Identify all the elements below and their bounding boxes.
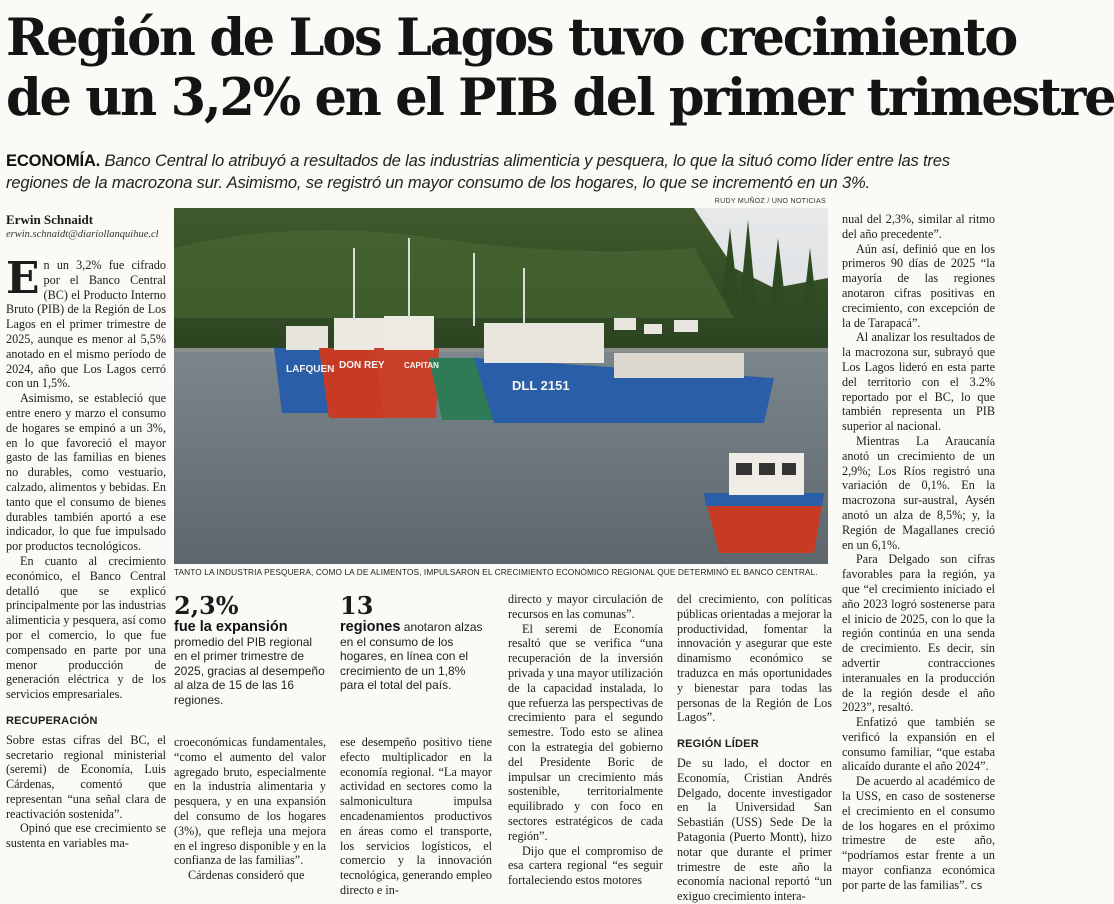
boat-name-2: DON REY [339, 360, 385, 371]
col4-paragraph-2: El seremi de Economía resaltó que se verifica “una recuperación de la inversión privada y una mayor utilización de la capacidad instalada, lo que refuerza las perspectivas de crecimiento para el segundo semestre. Todo esto se alinea con la estrategia del gobierno del Presidente Boric de impulsar un crecimiento más sostenible, territorialmente equilibrado y con foco en sectores estratégicos de cada región”. [508, 621, 663, 843]
col1-paragraph-3: En cuanto al crecimiento económico, el Banco Central detalló que se explicó principalmente por las industrias alimenticia y pesquera, así como por el comercio, lo que fue compensado en parte por una menor producción de generación eléctrica y de los servicios empresariales. [6, 553, 166, 702]
col1-paragraph-2: Asimismo, se estableció que entre enero y marzo el consumo de hogares se empinó a un 3%, en lo que favoreció el mayor gasto de las familias en bienes no durables, como vestuario, calzado, alimentos y bebidas. En tanto que el consumo de bienes durables también aportó a ese indicador, lo que fue impulsado por productos tecnológicos. [6, 391, 166, 554]
column-5 [677, 592, 832, 904]
col6-paragraph-2: Aún así, definió que en los primeros 90 días de 2025 “la mayoría de las regiones anotaron cifras positivas en crecimiento, con excepción de la de Tarapacá”. [842, 241, 995, 330]
photo-caption: TANTO LA INDUSTRIA PESQUERA, COMO LA DE ALIMENTOS, IMPULSARON EL CRECIMIENTO ECONÓMICO REGIONAL QUE DETERMINÓ EL BANCO CENTRAL. [174, 567, 818, 577]
column-6 [842, 212, 995, 894]
col6-paragraph-4: Mientras La Araucanía anotó un crecimiento de un 2,9%; Los Ríos registró una variación de 0,1%. En la macrozona sur-austral, Aysén anotó un alza de 8,5%; y, la Región de Magallanes creció en un 6,1%. [842, 433, 995, 552]
column-4 [508, 592, 663, 888]
column-1 [6, 253, 166, 851]
stat-1-lead: fue la expansión [174, 619, 288, 635]
stat-box-2 [340, 592, 490, 693]
col2-paragraph-1: croeconómicas fundamentales, “como el aumento del valor agregado bruto, especialmente en la industria alimentaria y pesquera, y en una expansión del consumo de los hogares (3%), que refleja una mejora en el ingreso disponible y en la confianza de las familias”. [174, 735, 326, 868]
col6-paragraph-1: nual del 2,3%, similar al ritmo del año precedente”. [842, 212, 995, 241]
subhead-recuperacion: RECUPERACIÓN [6, 714, 98, 727]
stat-box-1 [174, 592, 326, 708]
end-mark-icon: cs [970, 878, 983, 892]
col1-paragraph-4: Sobre estas cifras del BC, el secretario regional ministerial (seremi) de Economía, Luis Cárdenas, comentó que representan “una señal clara de reactivación sostenida”. [6, 732, 166, 821]
headline-line-1: Región de Los Lagos tuvo crecimiento [6, 8, 1017, 68]
column-2 [174, 735, 326, 883]
boat-name-4: DLL 2151 [512, 378, 570, 393]
col4-paragraph-1: directo y mayor circulación de recursos en las comunas”. [508, 592, 663, 621]
byline-email: erwin.schnaidt@diariollanquihue.cl [6, 229, 159, 240]
col5-paragraph-2: De su lado, el doctor en Economía, Cristian Andrés Delgado, docente investigador en la Universidad San Sebastián (USS) Sede De la Patagonia (Puerto Montt), hizo notar que durante el primer trimestre de este año la economía nacional reportó “un exiguo crecimiento intera- [677, 755, 832, 904]
col4-paragraph-3: Dijo que el compromiso de esa cartera regional “es seguir fortaleciendo estos motores [508, 843, 663, 888]
column-3 [340, 735, 492, 898]
col1-paragraph-5: Opinó que ese crecimiento se sustenta en variables ma- [6, 821, 166, 851]
col6-paragraph-5: Para Delgado son cifras favorables para la región, ya que “el crecimiento iniciado el año 2023 logró sostenerse para el inicio de 2025, con lo que la región continúa en una senda de crecimiento. Es decir, sin advertir contracciones interanuales en la producción de la región desde el año 2023”, resaltó. [842, 552, 995, 715]
photo-credit: RUDY MUÑOZ / UNO NOTICIAS [714, 198, 826, 205]
stat-2-number: 13 [340, 591, 374, 620]
article-photo [174, 208, 828, 564]
headline [6, 8, 1114, 128]
stat-2-lead: regiones [340, 619, 401, 635]
deck [6, 150, 994, 194]
headline-line-2: de un 3,2% en el PIB del primer trimestre [6, 68, 1114, 128]
deck-kicker: ECONOMÍA. [6, 151, 101, 170]
stat-1-number: 2,3% [174, 591, 239, 620]
deck-text: Banco Central lo atribuyó a resultados de las industrias alimenticia y pesquera, lo que la situó como líder entre las tres regiones de la macrozona sur. Asimismo, se registró un mayor consumo de los hogares, lo que se incrementó en un 3%. [6, 151, 950, 192]
dropcap: E [6, 253, 40, 304]
col3-paragraph-1: ese desempeño positivo tiene efecto multiplicador en la economía regional. “La mayor actividad en sectores como la salmonicultura impulsa encadenamientos productivos en áreas como el transporte, los servicios logísticos, el comercio y la innovación tecnológica, generando empleo directo e in- [340, 735, 492, 897]
stat-1-text: promedio del PIB regional en el primer trimestre de 2025, gracias al desempeño al alza de 15 de las 16 regiones. [174, 634, 325, 707]
byline-author: Erwin Schnaidt [6, 212, 94, 227]
col2-paragraph-2: Cárdenas consideró que [188, 868, 305, 883]
boats-harbor-illustration [174, 208, 828, 564]
subhead-region-lider: REGIÓN LÍDER [677, 738, 759, 751]
col5-paragraph-1: del crecimiento, con políticas públicas orientadas a mejorar la productividad, fomentar la innovación y asegurar que este dinamismo económico se traduzca en más oportunidades y bienestar para todas las personas de la Región de Los Lagos”. [677, 592, 832, 725]
col6-paragraph-7: De acuerdo al académico de la USS, en caso de sostenerse el crecimiento en el consumo de los hogares en el próximo trimestre de este año, “podríamos estar frente a un mayor confianza económica por parte de las familias”. [842, 774, 995, 892]
col1-paragraph-1: n un 3,2% fue cifrado por el Banco Central (BC) el Producto Interno Bruto (PIB) de la Región de Los Lagos en el primer trimestre de 2025, aunque es menor al 5,5% anotado en el mismo período de 2024, año que Los Lagos cerró con un 1,5%. [6, 258, 166, 391]
col6-paragraph-6: Enfatizó que también se verificó la expansión en el consumo familiar, “que estaba alicaído durante el año 2024”. [842, 715, 995, 774]
boat-name-1: LAFQUEN [286, 364, 335, 375]
col6-paragraph-3: Al analizar los resultados de la macrozona sur, subrayó que Los Lagos lideró en esta parte del territorio con el 3.2% reportado por el BC, lo que también representa un PIB superior al nacional. [842, 330, 995, 434]
stat-2-text: anotaron alzas en el consumo de los hogares, en línea con el crecimiento de un 1,8% para el total del país. [340, 620, 483, 693]
boat-name-3: CAPITAN [404, 361, 439, 370]
